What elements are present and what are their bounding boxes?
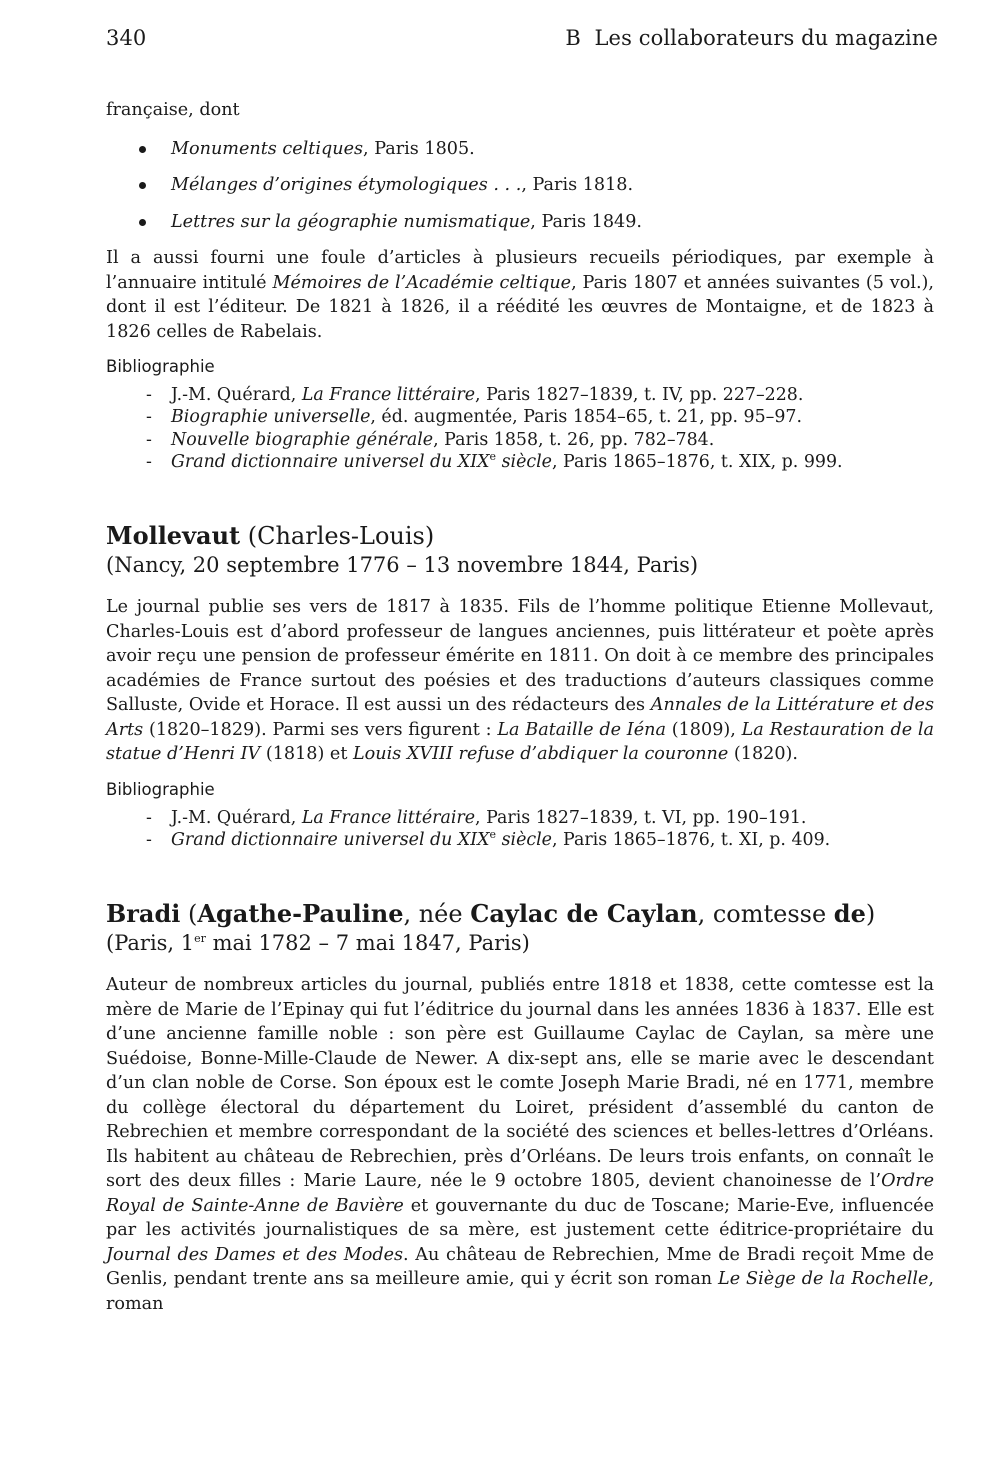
list-item: - Grand dictionnaire universel du XIXe siècle, Paris 1865–1876, t. XIX, p. 999. bbox=[146, 450, 843, 472]
mollevaut-paragraph: Le journal publie ses vers de 1817 à 1835. Fils de l’homme politique Etienne Mollevaut, Charles-Louis est d’abord professeur de langues anciennes, puis littérateur et poète après avoir reçu une pension de professeur émérite en 1811. On doit à ce membre des principales académies de France surtout des poésies et des traductions d’auteurs classiques comme Salluste, Ovide et Horace. Il est aussi un des rédacteurs des Annales de la Littérature et des Arts (1820–1829). Parmi ses vers figurent : La Bataille de Iéna (1809), La Restauration de la statue d’Henri IV (1818) et Louis XVIII refuse d’abdiquer la couronne (1820). bbox=[106, 597, 935, 765]
bradi-paragraph: Auteur de nombreux articles du journal, publiés entre 1818 et 1838, cette comtesse est la mère de Marie de l’Epinay qui fut l’éditrice du journal dans les années 1836 à 1837. Elle est d’une ancienne famille noble : son père est Guillaume Caylac de Caylan, sa mère une Suédoise, Bonne-Mille-Claude de Newer. A dix-sept ans, elle se marie avec le descendant d’un clan noble de Corse. Son époux est le comte Joseph Marie Bradi, né en 1771, membre du collège électoral du département du Loiret, président d’assemblé du canton de Rebrechien et membre correspondant de la société des sciences et belles-lettres d’Orléans. Ils habitent au château de Rebrechien, près d’Orléans. De leurs trois enfants, on connaît le sort des deux filles : Marie Laure, née le 9 octobre 1805, devient chanoinesse de l’Ordre Royal de Sainte-Anne de Bavière et gouvernante du duc de Toscane; Marie-Eve, influencée par les activités journalistiques de sa mère, est justement cette éditrice-propriétaire du Journal des Dames et des Modes. Au château de Rebrechien, Mme de Bradi reçoit Mme de Genlis, pendant trente ans sa meilleure amie, qui y écrit son roman Le Siège de la Rochelle, roman bbox=[106, 975, 934, 1314]
bullet-icon bbox=[139, 146, 146, 153]
bibliography-list bbox=[106, 384, 934, 473]
bibliography-list bbox=[106, 807, 934, 852]
list-item: - J.-M. Quérard, La France littéraire, Paris 1827–1839, t. VI, pp. 190–191. bbox=[146, 807, 807, 828]
page-number: 340 bbox=[106, 26, 147, 50]
intro-paragraph: Il a aussi fourni une foule d’articles à plusieurs recueils périodiques, par exemple à l’annuaire intitulé Mémoires de l’Académie celtique, Paris 1807 et années suivantes (5 vol.), dont il est l’éditeur. De 1821 à 1826, il a réédité les œuvres de Montaigne, et de 1823 à 1826 celles de Rabelais. bbox=[106, 248, 934, 342]
running-head bbox=[106, 26, 938, 50]
intro-lead: française, dont bbox=[106, 100, 240, 120]
works-list bbox=[106, 137, 934, 235]
bibliography-heading: Bibliographie bbox=[106, 779, 215, 799]
bullet-icon bbox=[139, 182, 146, 189]
main-content bbox=[106, 98, 934, 1316]
list-item: - Biographie universelle, éd. augmentée, Paris 1854–65, t. 21, pp. 95–97. bbox=[146, 407, 803, 428]
entry-heading-bradi: Bradi (Agathe-Pauline, née Caylac de Caylan, comtesse de) bbox=[106, 899, 876, 929]
list-item: Lettres sur la géographie numismatique, Paris 1849. bbox=[139, 210, 934, 235]
entry-dates-bradi: (Paris, 1er mai 1782 – 7 mai 1847, Paris) bbox=[106, 931, 530, 956]
list-item: - J.-M. Quérard, La France littéraire, Paris 1827–1839, t. IV, pp. 227–228. bbox=[146, 385, 804, 405]
bullet-icon bbox=[139, 219, 146, 226]
running-title: B Les collaborateurs du magazine bbox=[565, 26, 938, 50]
entry-heading-mollevaut: Mollevaut (Charles-Louis) bbox=[106, 521, 435, 551]
entry-dates-mollevaut: (Nancy, 20 septembre 1776 – 13 novembre 1844, Paris) bbox=[106, 553, 699, 578]
list-item: - Grand dictionnaire universel du XIXe siècle, Paris 1865–1876, t. XI, p. 409. bbox=[146, 828, 831, 850]
list-item: - Nouvelle biographie générale, Paris 1858, t. 26, pp. 782–784. bbox=[146, 429, 715, 450]
list-item: Monuments celtiques, Paris 1805. bbox=[139, 137, 934, 162]
bibliography-heading: Bibliographie bbox=[106, 357, 215, 376]
list-item: Mélanges d’origines étymologiques . . ., Paris 1818. bbox=[139, 173, 934, 198]
